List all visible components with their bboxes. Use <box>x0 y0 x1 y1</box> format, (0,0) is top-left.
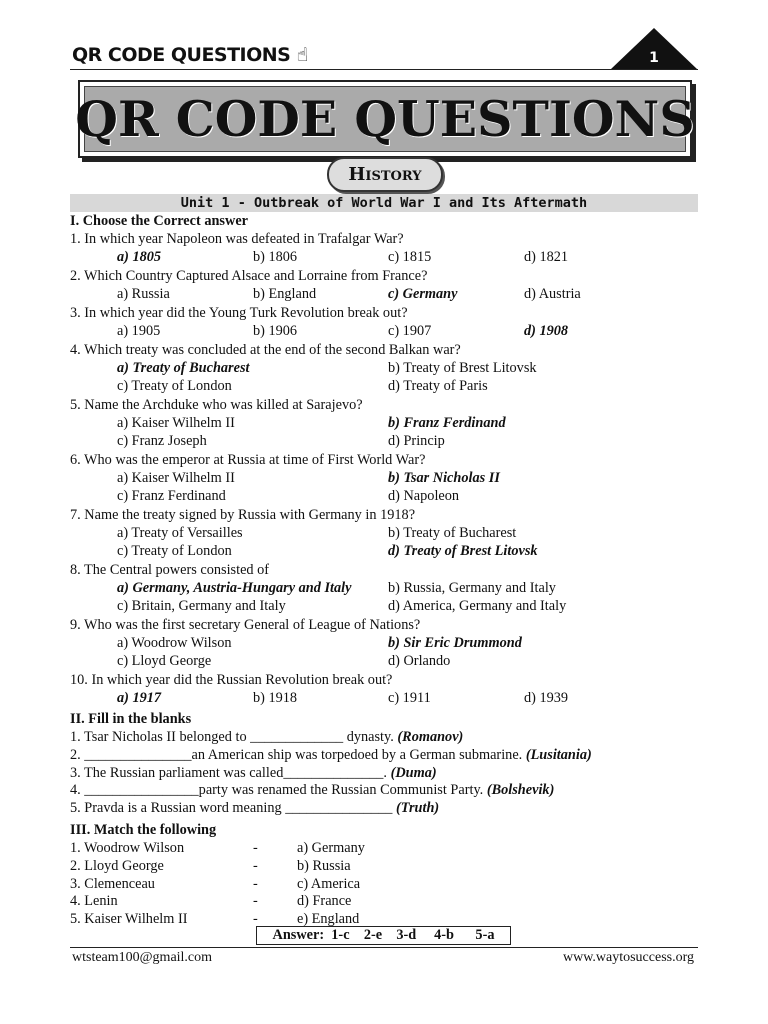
match-dash: - <box>253 876 258 892</box>
page-number: 1 <box>649 50 659 66</box>
match-right: e) England <box>297 911 360 927</box>
option: d) 1939 <box>524 690 569 706</box>
option: b) Treaty of Brest Litovsk <box>388 360 537 376</box>
fill-blank-item: 4. ________________party was renamed the Russian Communist Party. (Bolshevik) <box>70 782 555 798</box>
option-correct: b) Tsar Nicholas II <box>388 470 500 486</box>
fill-blank-item: 2. _______________an American ship was torpedoed by a German submarine. (Lusitania) <box>70 747 592 763</box>
option: c) 1911 <box>388 690 431 706</box>
question: 8. The Central powers consisted of <box>70 562 270 578</box>
option: d) America, Germany and Italy <box>388 598 567 614</box>
match-left: 2. Lloyd George <box>70 858 164 874</box>
question: 9. Who was the first secretary General of League of Nations? <box>70 617 421 633</box>
question: 10. In which year did the Russian Revolution break out? <box>70 672 393 688</box>
option-correct: a) 1805 <box>117 249 162 265</box>
match-left: 5. Kaiser Wilhelm II <box>70 911 188 927</box>
match-right: a) Germany <box>297 840 365 856</box>
option-correct: d) Treaty of Brest Litovsk <box>388 543 538 559</box>
option: b) 1906 <box>253 323 298 339</box>
option: c) 1907 <box>388 323 432 339</box>
option: b) Treaty of Bucharest <box>388 525 517 541</box>
question: 3. In which year did the Young Turk Revolution break out? <box>70 305 408 321</box>
match-left: 3. Clemenceau <box>70 876 155 892</box>
subject-label: History <box>348 164 422 185</box>
fill-blank-answer: (Romanov) <box>397 729 464 745</box>
match-answer-box: Answer: 1-c 2-e 3-d 4-b 5-a <box>256 926 511 945</box>
option: b) 1806 <box>253 249 298 265</box>
fill-blank-answer: (Truth) <box>396 800 440 816</box>
option-correct: b) Sir Eric Drummond <box>388 635 522 651</box>
question: 4. Which treaty was concluded at the end of the second Balkan war? <box>70 342 461 358</box>
match-dash: - <box>253 858 258 874</box>
footer-divider <box>70 947 698 948</box>
fill-blank-answer: (Lusitania) <box>525 747 592 763</box>
option: c) Franz Joseph <box>117 433 207 449</box>
header-divider <box>70 69 698 70</box>
option-correct: d) 1908 <box>524 323 569 339</box>
match-dash: - <box>253 893 258 909</box>
option: d) Napoleon <box>388 488 460 504</box>
match-right: b) Russia <box>297 858 351 874</box>
footer-website[interactable]: www.waytosuccess.org <box>562 950 694 965</box>
match-right: c) America <box>297 876 361 892</box>
subject-badge <box>327 157 443 192</box>
option-correct: a) Germany, Austria-Hungary and Italy <box>117 580 352 596</box>
match-left: 1. Woodrow Wilson <box>70 840 185 856</box>
question: 7. Name the treaty signed by Russia with Germany in 1918? <box>70 507 416 523</box>
option: c) Treaty of London <box>117 378 232 394</box>
match-dash: - <box>253 911 258 927</box>
fill-blank-item: 5. Pravda is a Russian word meaning _______________ (Truth) <box>70 800 440 816</box>
question: 1. In which year Napoleon was defeated in Trafalgar War? <box>70 231 404 247</box>
option: d) Austria <box>524 286 581 302</box>
option: c) 1815 <box>388 249 432 265</box>
header-title: QR CODE QUESTIONS ☝ <box>72 44 308 66</box>
option: b) England <box>253 286 317 302</box>
option: a) Treaty of Versailles <box>117 525 243 541</box>
match-dash: - <box>253 840 258 856</box>
section-heading: II. Fill in the blanks <box>70 711 192 727</box>
question: 2. Which Country Captured Alsace and Lorraine from France? <box>70 268 428 284</box>
option: d) Orlando <box>388 653 451 669</box>
question: 6. Who was the emperor at Russia at time of First World War? <box>70 452 426 468</box>
option: c) Britain, Germany and Italy <box>117 598 286 614</box>
option: b) 1918 <box>253 690 298 706</box>
fill-blank-item: 3. The Russian parliament was called______________. (Duma) <box>70 765 437 781</box>
fill-blank-answer: (Duma) <box>390 765 437 781</box>
match-right: d) France <box>297 893 352 909</box>
question: 5. Name the Archduke who was killed at Sarajevo? <box>70 397 363 413</box>
option: d) Princip <box>388 433 445 449</box>
option-correct: c) Germany <box>388 286 458 302</box>
option: c) Franz Ferdinand <box>117 488 226 504</box>
option: a) 1905 <box>117 323 161 339</box>
option: c) Treaty of London <box>117 543 232 559</box>
fill-blank-answer: (Bolshevik) <box>486 782 555 798</box>
section-heading: III. Match the following <box>70 822 217 838</box>
option: d) Treaty of Paris <box>388 378 488 394</box>
match-left: 4. Lenin <box>70 893 118 909</box>
fill-blank-item: 1. Tsar Nicholas II belonged to _____________ dynasty. (Romanov) <box>70 729 464 745</box>
footer-email[interactable]: wtsteam100@gmail.com <box>72 950 213 965</box>
title-banner <box>75 80 695 158</box>
option: b) Russia, Germany and Italy <box>388 580 556 596</box>
option: a) Kaiser Wilhelm II <box>117 470 235 486</box>
option: d) 1821 <box>524 249 569 265</box>
option-correct: a) Treaty of Bucharest <box>117 360 250 376</box>
option: a) Kaiser Wilhelm II <box>117 415 235 431</box>
section-heading: I. Choose the Correct answer <box>70 213 249 229</box>
page-title: QR CODE QUESTIONS <box>75 90 695 148</box>
option: c) Lloyd George <box>117 653 212 669</box>
unit-heading: Unit 1 - Outbreak of World War I and Its Aftermath <box>70 194 698 212</box>
option: a) Woodrow Wilson <box>117 635 232 651</box>
option-correct: b) Franz Ferdinand <box>388 415 506 431</box>
option: a) Russia <box>117 286 170 302</box>
option-correct: a) 1917 <box>117 690 162 706</box>
